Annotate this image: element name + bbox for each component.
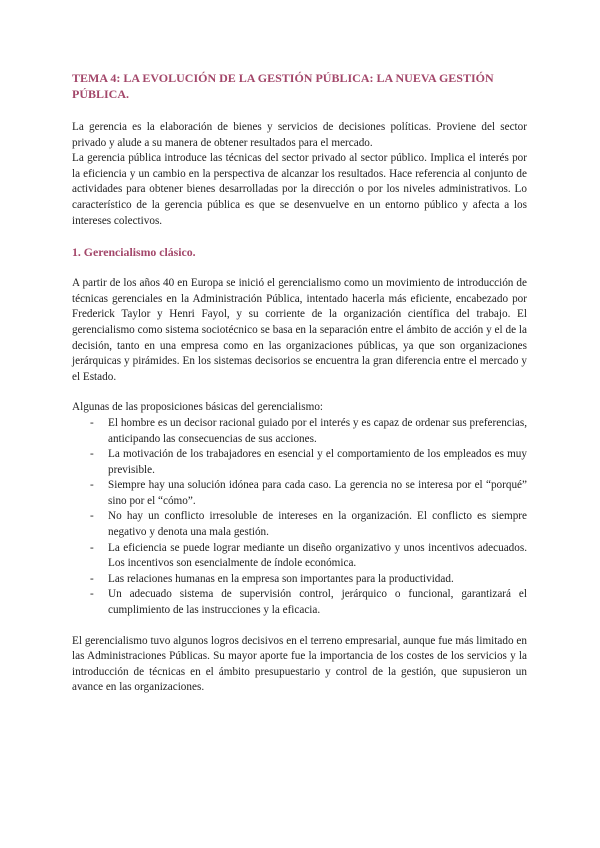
list-item-text: Un adecuado sistema de supervisión control, jerárquico o funcional, garantizará el cumplimiento de las instrucciones y la eficacia. <box>108 588 527 617</box>
list-item <box>72 541 527 572</box>
closing-paragraph: El gerencialismo tuvo algunos logros decisivos en el terreno empresarial, aunque fue más limitado en las Administraciones Públicas. Su mayor aporte fue la importancia de los costes de los servicios y la introducción de técnicas en el ámbito presupuestario y control de la gestión, que supusieron un avance en las organizaciones. <box>72 634 527 694</box>
bullet-dash: - <box>90 541 94 554</box>
bullet-dash: - <box>90 479 94 492</box>
list-item <box>72 447 527 478</box>
list-item-text: Siempre hay una solución idónea para cada caso. La gerencia no se interesa por el “porqué” sino por el “cómo”. <box>108 479 527 507</box>
document-title: TEMA 4: LA EVOLUCIÓN DE LA GESTIÓN PÚBLICA: LA NUEVA GESTIÓN PÚBLICA. <box>72 71 494 101</box>
section-paragraph: A partir de los años 40 en Europa se inició el gerencialismo como un movimiento de introducción de técnicas gerenciales en la Administración Pública, intentado hacerla más eficiente, encabezado por Frederick Taylor y Henri Fayol, y su corriente de la organización científica del trabajo. El gerencialismo como sistema sociotécnico se basa en la separación entre el ámbito de acción y el de la decisión, tanto en una empresa como en las organizaciones públicas, ya que son organizaciones jerárquicas y pirámides. En los sistemas decisorios se encuentra la gran diferencia entre el mercado y el Estado. <box>72 277 527 383</box>
list-item <box>72 587 527 618</box>
section-heading-gerencialismo: 1. Gerencialismo clásico. <box>72 245 196 260</box>
bullet-dash: - <box>90 572 94 585</box>
list-item-text: La motivación de los trabajadores en esencial y el comportamiento de los empleados es muy previsible. <box>108 448 527 476</box>
propositions-list <box>72 416 527 619</box>
intro-paragraph-2: La gerencia pública introduce las técnicas del sector privado al sector público. Implica el interés por la eficiencia y un cambio en la perspectiva de alcanzar los resultados. Hace referencia al conjunto de actividades para obtener bienes desarrolladas por la dirección o por los niveles administrativos. Lo característico de la gerencia pública es que se desenvuelve en un entorno público y afecta a los intereses colectivos. <box>72 152 527 227</box>
list-intro: Algunas de las proposiciones básicas del gerencialismo: <box>72 401 324 414</box>
list-item <box>72 572 527 588</box>
list-item <box>72 509 527 540</box>
list-item-text: La eficiencia se puede lograr mediante un diseño organizativo y unos incentivos adecuados. Los incentivos son esencialmente de índole económica. <box>108 541 527 570</box>
list-item-text: Las relaciones humanas en la empresa son importantes para la productividad. <box>108 572 454 585</box>
list-item-text: No hay un conflicto irresoluble de intereses en la organización. El conflicto es siempre negativo y denota una mala gestión. <box>108 510 527 539</box>
list-item <box>72 478 527 509</box>
bullet-dash: - <box>90 510 94 523</box>
intro-paragraph-1: La gerencia es la elaboración de bienes y servicios de decisiones políticas. Proviene del sector privado y alude a su manera de obtener resultados para el mercado. <box>72 121 527 149</box>
bullet-dash: - <box>90 588 94 601</box>
bullet-dash: - <box>90 448 94 461</box>
document-page <box>72 70 527 696</box>
list-item <box>72 416 527 447</box>
list-item-text: El hombre es un decisor racional guiado por el interés y es capaz de ordenar sus preferencias, anticipando las consecuencias de sus acciones. <box>108 416 527 445</box>
bullet-dash: - <box>90 416 94 429</box>
